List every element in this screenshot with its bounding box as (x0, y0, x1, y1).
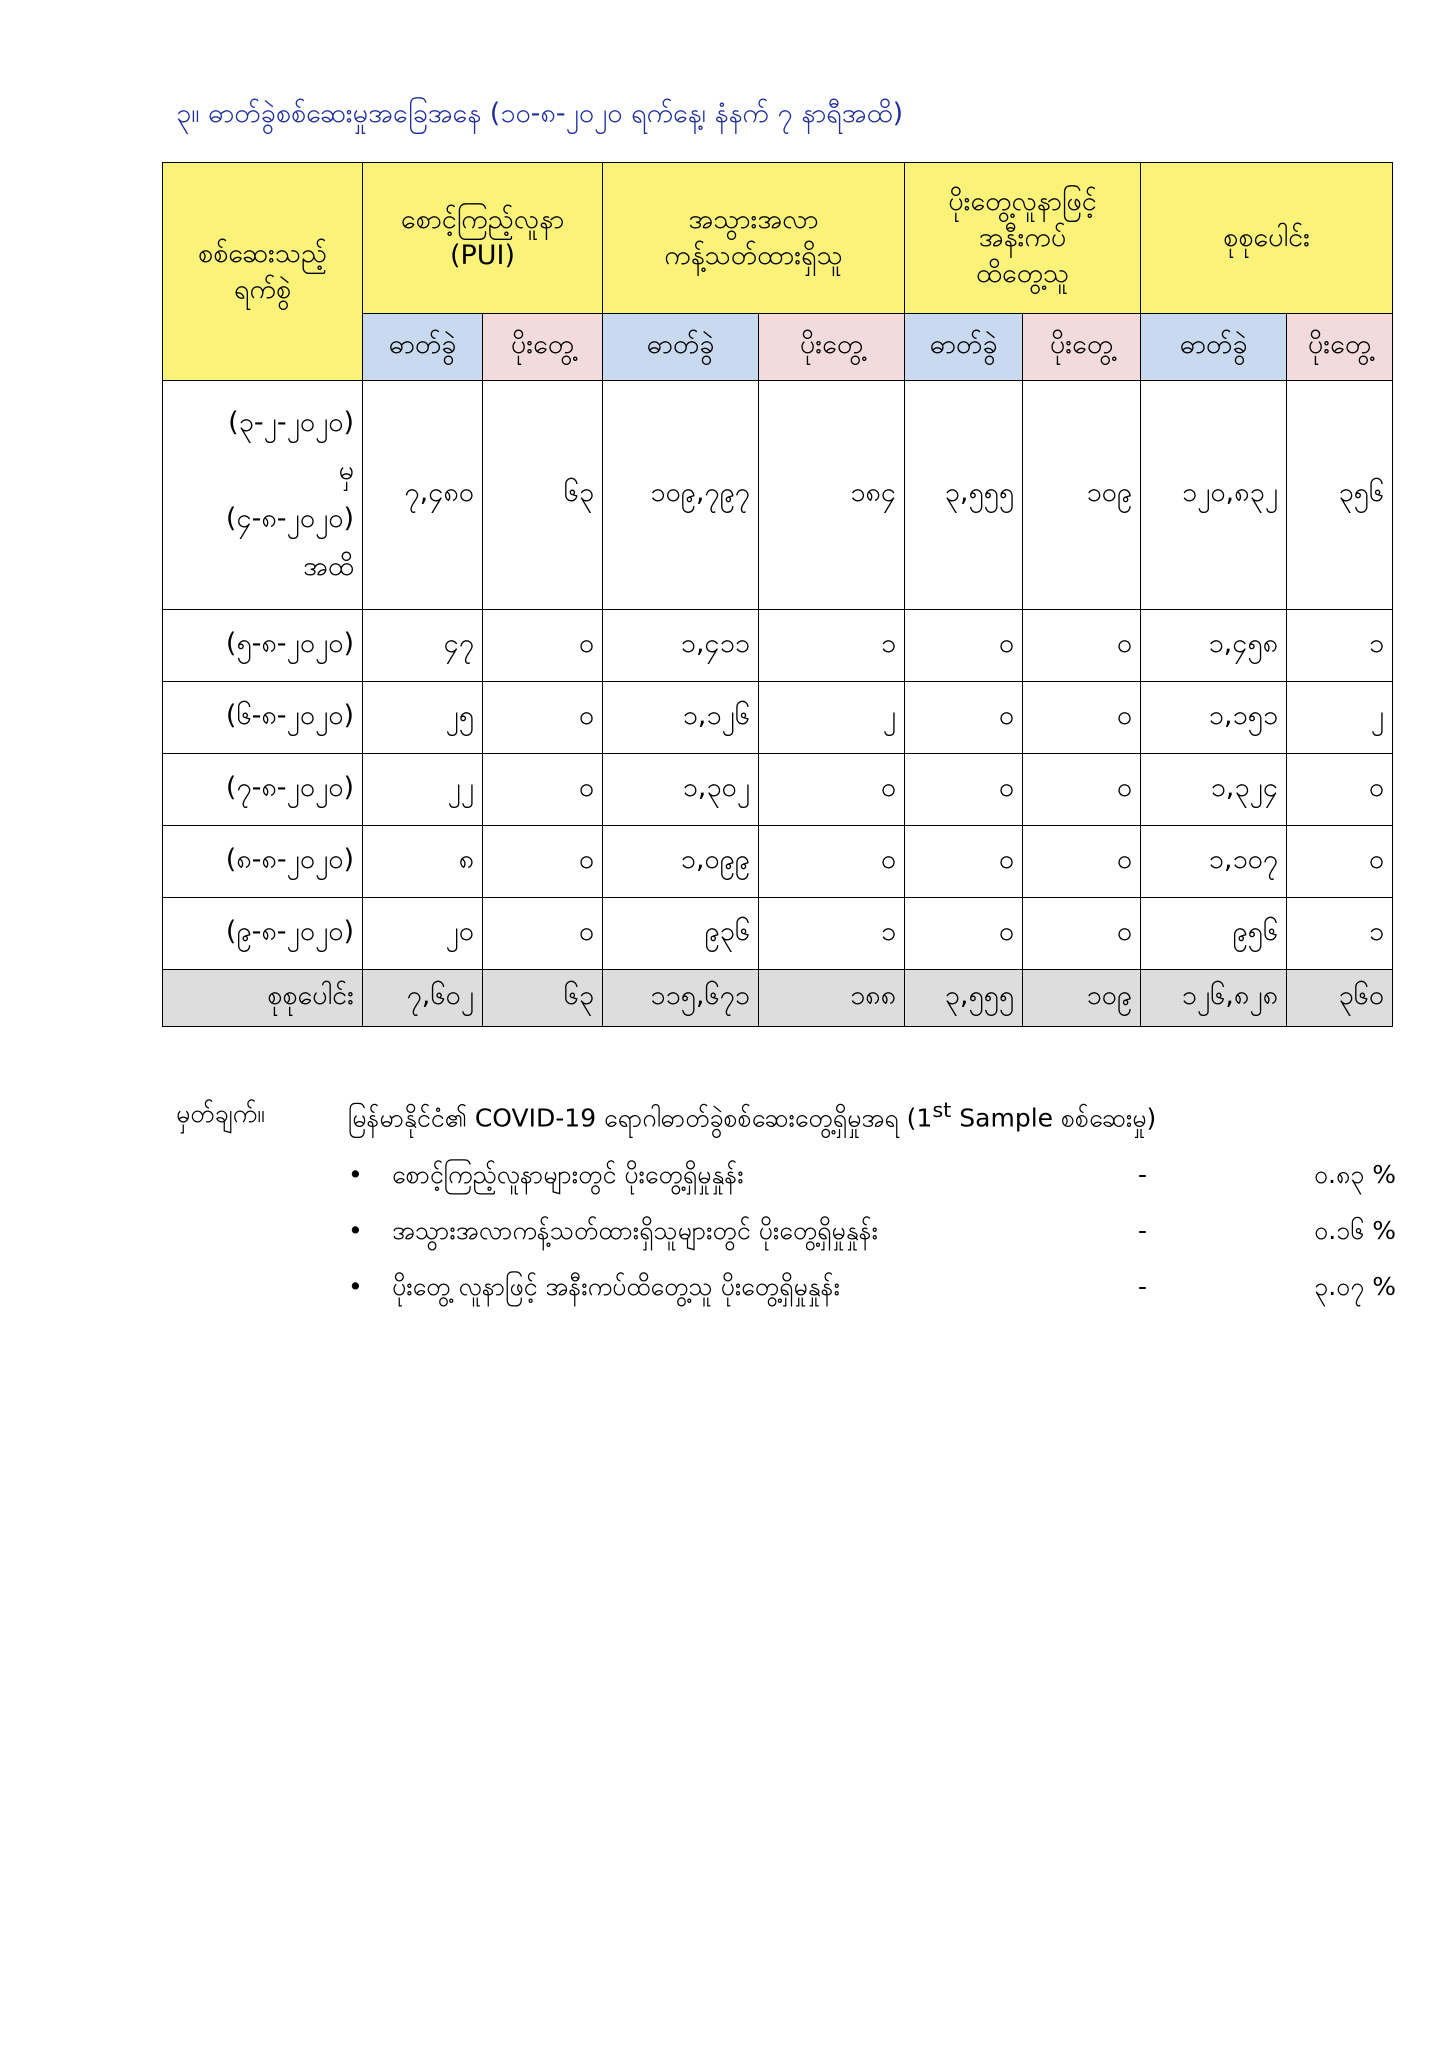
total-tested-header: ဓာတ်ခွဲ (1141, 314, 1287, 381)
value-cell: ၁၈၄ (759, 381, 905, 610)
value-cell: ၀ (483, 610, 603, 682)
value-cell: ၈ (363, 826, 483, 898)
total-header-line1: စုစုပေါင်း (1223, 222, 1310, 253)
positivity-rate-list (176, 1147, 1396, 1315)
period-line: မှ (338, 455, 354, 486)
value-cell: ၀ (905, 610, 1023, 682)
total-row (163, 970, 1393, 1027)
contact-header-line1: ပိုးတွေ့လူနာဖြင့် (948, 186, 1097, 217)
total-label: စုစုပေါင်း (163, 970, 363, 1027)
pui-group-header (363, 163, 603, 314)
date-column-header: စစ်ဆေးသည့် ရက်စွဲ (163, 163, 363, 381)
value-cell: ၀ (483, 682, 603, 754)
period-cell: (၇-၈-၂၀၂၀) (163, 754, 363, 826)
contact-positive-header: ပိုးတွေ့ (1023, 314, 1141, 381)
value-cell: ၂ (759, 682, 905, 754)
pui-header-line2: (PUI) (449, 240, 516, 271)
heading-superscript: st (932, 1098, 952, 1122)
value-cell: ၁၀၉,၇၉၇ (603, 381, 759, 610)
bullet-icon: • (348, 1216, 363, 1246)
total-value-cell: ၃,၅၅၅ (905, 970, 1023, 1027)
travel-tested-header: ဓာတ်ခွဲ (603, 314, 759, 381)
value-cell: ၂၂ (363, 754, 483, 826)
heading-prefix: မြန်မာနိုင်ငံ၏ COVID-19 ရောဂါဓာတ်ခွဲစစ်ဆေးတွေ့ရှိမှုအရ (1 (348, 1103, 933, 1133)
period-line: အထိ (303, 551, 354, 582)
value-cell: ၁,၁၂၆ (603, 682, 759, 754)
total-value-cell: ၁၈၈ (759, 970, 905, 1027)
value-cell: ၁,၀၉၉ (603, 826, 759, 898)
period-cell: (၉-၈-၂၀၂၀) (163, 898, 363, 970)
rate-label: စောင့်ကြည့်လူနာများတွင် ပိုးတွေ့ရှိမှုနှုန်း (392, 1160, 744, 1190)
period-cell: (၅-၈-၂၀၂၀) (163, 610, 363, 682)
total-value-cell: ၁၀၉ (1023, 970, 1141, 1027)
list-item (348, 1203, 1396, 1259)
value-cell: ၁ (759, 898, 905, 970)
value-cell: ၀ (905, 754, 1023, 826)
rate-label: ပိုးတွေ့ လူနာဖြင့် အနီးကပ်ထိတွေ့သူ ပိုးတွေ့ရှိမှုနှုန်း (392, 1272, 840, 1302)
value-cell: ၁,၃၀၂ (603, 754, 759, 826)
value-cell: ၀ (1287, 754, 1393, 826)
value-cell: ၁,၄၅၈ (1141, 610, 1287, 682)
value-cell: ၁,၃၂၄ (1141, 754, 1287, 826)
total-value-cell: ၆၃ (483, 970, 603, 1027)
value-cell: ၁၂၀,၈၃၂ (1141, 381, 1287, 610)
page-title: ၃။ ဓာတ်ခွဲစစ်ဆေးမှုအခြေအနေ (၁၀-၈-၂၀၂၀ ရက်နေ့၊ နံနက် ၇ နာရီအထိ) (176, 98, 904, 129)
value-cell: ၁,၁၅၁ (1141, 682, 1287, 754)
travel-header-line2: ကန့်သတ်ထားရှိသူ (664, 240, 843, 271)
remarks-heading-text (348, 1098, 1156, 1139)
rate-value: ၀.၈၃ % (1313, 1160, 1396, 1190)
value-cell: ၉၅၆ (1141, 898, 1287, 970)
value-cell: ၂ (1287, 682, 1393, 754)
value-cell: ၁,၄၁၁ (603, 610, 759, 682)
period-cell: (၆-၈-၂၀၂၀) (163, 682, 363, 754)
total-value-cell: ၁၁၅,၆၇၁ (603, 970, 759, 1027)
value-cell: ၀ (905, 682, 1023, 754)
value-cell: ၀ (483, 826, 603, 898)
bullet-icon: • (348, 1160, 363, 1190)
total-value-cell: ၁၂၆,၈၂၈ (1141, 970, 1287, 1027)
rate-value: ၀.၁၆ % (1314, 1216, 1396, 1246)
table-row (163, 610, 1393, 682)
pui-positive-header: ပိုးတွေ့ (483, 314, 603, 381)
value-cell: ၂၀ (363, 898, 483, 970)
value-cell: ၀ (1023, 754, 1141, 826)
value-cell: ၁ (1287, 610, 1393, 682)
value-cell: ၀ (1023, 898, 1141, 970)
total-value-cell: ၃၆၀ (1287, 970, 1393, 1027)
bullet-icon: • (348, 1272, 363, 1302)
close-contact-group-header (905, 163, 1141, 314)
list-item (348, 1147, 1396, 1203)
rate-value: ၃.၀၇ % (1314, 1272, 1396, 1302)
period-line: (၄-၈-၂၀၂၀) (225, 503, 354, 534)
table-row (163, 682, 1393, 754)
pui-tested-header: ဓာတ်ခွဲ (363, 314, 483, 381)
total-value-cell: ၇,၆၀၂ (363, 970, 483, 1027)
period-cell: (၈-၈-၂၀၂၀) (163, 826, 363, 898)
total-positive-header: ပိုးတွေ့ (1287, 314, 1393, 381)
travel-positive-header: ပိုးတွေ့ (759, 314, 905, 381)
rate-label: အသွားအလာကန့်သတ်ထားရှိသူများတွင် ပိုးတွေ့ရှိမှုနှုန်း (392, 1216, 879, 1246)
remarks-section (176, 1098, 1396, 1315)
total-group-header (1141, 163, 1393, 314)
value-cell: ၀ (1023, 682, 1141, 754)
contact-tested-header: ဓာတ်ခွဲ (905, 314, 1023, 381)
value-cell: ၃၅၆ (1287, 381, 1393, 610)
value-cell: ၀ (1023, 610, 1141, 682)
value-cell: ၁ (1287, 898, 1393, 970)
value-cell: ၉၃၆ (603, 898, 759, 970)
table-row (163, 381, 1393, 610)
remarks-heading (176, 1098, 1396, 1139)
value-cell: ၁၀၉ (1023, 381, 1141, 610)
rate-dash: - (1138, 1160, 1148, 1190)
value-cell: ၁,၁၀၇ (1141, 826, 1287, 898)
value-cell: ၀ (759, 754, 905, 826)
contact-header-line2: အနီးကပ် (978, 222, 1067, 253)
testing-status-table (162, 162, 1393, 1027)
list-item (348, 1259, 1396, 1315)
value-cell: ၀ (759, 826, 905, 898)
value-cell: ၀ (1287, 826, 1393, 898)
value-cell: ၄၇ (363, 610, 483, 682)
heading-suffix: Sample စစ်ဆေးမှု) (951, 1103, 1157, 1133)
value-cell: ၁ (759, 610, 905, 682)
rate-dash: - (1138, 1216, 1148, 1246)
value-cell: ၀ (483, 898, 603, 970)
rate-dash: - (1138, 1272, 1148, 1302)
value-cell: ၇,၄၈၀ (363, 381, 483, 610)
travel-header-line1: အသွားအလာ (688, 204, 819, 235)
contact-header-line3: ထိတွေ့သူ (975, 258, 1070, 289)
value-cell: ၂၅ (363, 682, 483, 754)
period-cell (163, 381, 363, 610)
value-cell: ၃,၅၅၅ (905, 381, 1023, 610)
value-cell: ၆၃ (483, 381, 603, 610)
table-row (163, 826, 1393, 898)
value-cell: ၀ (905, 898, 1023, 970)
table-row (163, 898, 1393, 970)
table-row (163, 754, 1393, 826)
value-cell: ၀ (905, 826, 1023, 898)
value-cell: ၀ (1023, 826, 1141, 898)
travel-restricted-group-header (603, 163, 905, 314)
value-cell: ၀ (483, 754, 603, 826)
remarks-label: မှတ်ချက်။ (176, 1099, 265, 1128)
period-line: (၃-၂-၂၀၂၀) (228, 407, 354, 438)
pui-header-line1: စောင့်ကြည့်လူနာ (400, 204, 565, 235)
